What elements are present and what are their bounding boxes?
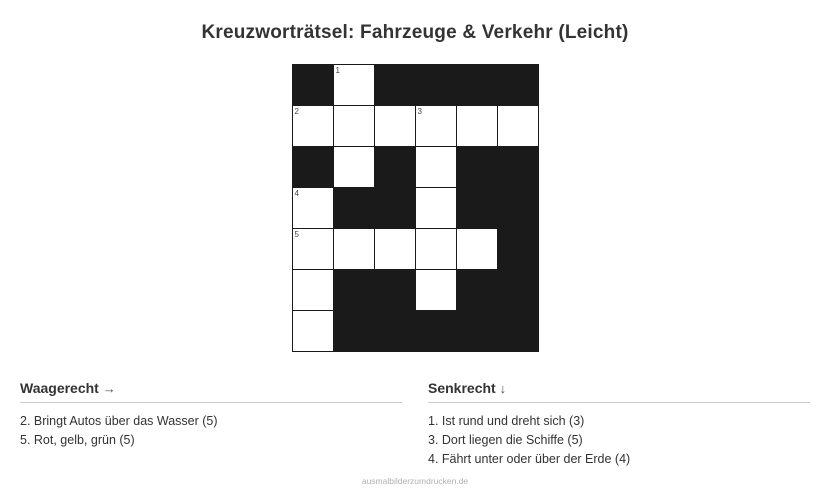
crossword-cell-open[interactable] bbox=[333, 147, 374, 188]
crossword-cell-block bbox=[456, 147, 497, 188]
crossword-row bbox=[292, 188, 538, 229]
clue-item: 5. Rot, gelb, grün (5) bbox=[20, 433, 135, 447]
crossword-cell-open[interactable] bbox=[415, 147, 456, 188]
crossword-cell-block bbox=[333, 270, 374, 311]
crossword-cell-block bbox=[374, 270, 415, 311]
crossword-cell-open[interactable] bbox=[292, 106, 333, 147]
crossword-cell-block bbox=[497, 229, 538, 270]
clues-section bbox=[0, 380, 830, 469]
crossword-cell-block bbox=[374, 311, 415, 352]
crossword-cell-block bbox=[456, 188, 497, 229]
crossword-cell-open[interactable] bbox=[456, 229, 497, 270]
down-clue-list bbox=[428, 412, 810, 469]
crossword-cell-block bbox=[333, 311, 374, 352]
crossword-cell-open[interactable] bbox=[415, 270, 456, 311]
crossword-cell-open[interactable] bbox=[415, 229, 456, 270]
crossword-cell-block bbox=[374, 188, 415, 229]
crossword-cell-block bbox=[374, 147, 415, 188]
crossword-cell-block bbox=[497, 147, 538, 188]
crossword-cell-block bbox=[497, 270, 538, 311]
arrow-down-icon: ↓ bbox=[499, 381, 507, 396]
down-heading bbox=[428, 380, 810, 403]
crossword-cell-open[interactable] bbox=[374, 229, 415, 270]
crossword-cell-block bbox=[456, 311, 497, 352]
crossword-cell-block bbox=[292, 65, 333, 106]
down-heading-label: Senkrecht bbox=[428, 380, 496, 396]
crossword-cell-open[interactable] bbox=[374, 106, 415, 147]
cell-number: 4 bbox=[294, 189, 299, 198]
crossword-row bbox=[292, 147, 538, 188]
down-clues-column bbox=[428, 380, 810, 469]
cell-number: 2 bbox=[294, 107, 299, 116]
across-heading-label: Waagerecht bbox=[20, 380, 99, 396]
clue-item: 4. Fährt unter oder über der Erde (4) bbox=[428, 452, 631, 466]
crossword-cell-open[interactable] bbox=[292, 188, 333, 229]
clue-item: 3. Dort liegen die Schiffe (5) bbox=[428, 433, 583, 447]
crossword-row bbox=[292, 270, 538, 311]
crossword-cell-block bbox=[292, 147, 333, 188]
crossword-cell-open[interactable] bbox=[333, 65, 374, 106]
cell-number: 3 bbox=[417, 107, 422, 116]
clue-item: 1. Ist rund und dreht sich (3) bbox=[428, 414, 585, 428]
cell-number: 5 bbox=[294, 230, 299, 239]
across-heading bbox=[20, 380, 402, 403]
clue-item: 2. Bringt Autos über das Wasser (5) bbox=[20, 414, 218, 428]
crossword-cell-block bbox=[497, 65, 538, 106]
crossword-cell-open[interactable] bbox=[497, 106, 538, 147]
crossword-cell-block bbox=[456, 65, 497, 106]
crossword-row bbox=[292, 106, 538, 147]
footer-credit: ausmalbilderzumdrucken.de bbox=[361, 476, 469, 486]
crossword-cell-open[interactable] bbox=[415, 106, 456, 147]
across-clue-list bbox=[20, 412, 402, 450]
crossword-cell-block bbox=[497, 311, 538, 352]
arrow-right-icon: → bbox=[102, 381, 116, 396]
crossword-cell-block bbox=[456, 270, 497, 311]
crossword-cell-open[interactable] bbox=[292, 270, 333, 311]
crossword-grid-body bbox=[292, 65, 538, 352]
crossword-cell-open[interactable] bbox=[292, 229, 333, 270]
crossword-cell-open[interactable] bbox=[333, 106, 374, 147]
crossword-row bbox=[292, 229, 538, 270]
crossword-cell-block bbox=[333, 188, 374, 229]
crossword-row bbox=[292, 65, 538, 106]
cell-number: 1 bbox=[335, 66, 340, 75]
crossword-cell-open[interactable] bbox=[292, 311, 333, 352]
crossword-cell-block bbox=[415, 311, 456, 352]
crossword-grid[interactable] bbox=[292, 64, 539, 352]
crossword-grid-wrapper bbox=[0, 64, 830, 352]
crossword-row bbox=[292, 311, 538, 352]
across-clues-column bbox=[20, 380, 402, 469]
page-title: Kreuzworträtsel: Fahrzeuge & Verkehr (Leicht) bbox=[201, 22, 629, 43]
crossword-cell-block bbox=[374, 65, 415, 106]
crossword-cell-block bbox=[497, 188, 538, 229]
crossword-cell-block bbox=[415, 65, 456, 106]
crossword-cell-open[interactable] bbox=[456, 106, 497, 147]
crossword-cell-open[interactable] bbox=[415, 188, 456, 229]
crossword-cell-open[interactable] bbox=[333, 229, 374, 270]
